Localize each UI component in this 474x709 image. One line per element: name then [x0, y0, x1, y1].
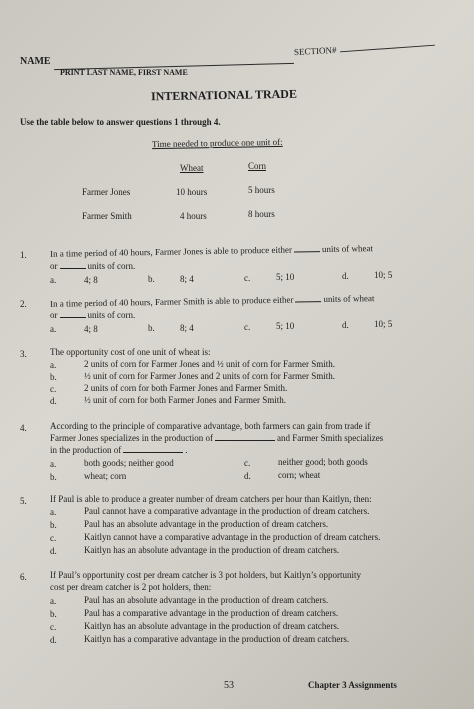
page-number: 53	[224, 680, 234, 691]
row-label-farmer-jones: Farmer Jones	[82, 187, 131, 197]
cell-smith-corn: 8 hours	[248, 209, 275, 219]
page-title: INTERNATIONAL TRADE	[150, 86, 298, 104]
option-text[interactable]: wheat; corn	[84, 471, 127, 481]
option-letter[interactable]: b.	[50, 472, 57, 482]
option-text[interactable]: neither good; both goods	[278, 457, 368, 467]
question-text-cont: or units of corn.	[50, 261, 136, 271]
cell-jones-corn: 5 hours	[248, 185, 275, 195]
question-text: If Paul’s opportunity cost per dream catcher is 3 pot holders, but Kaitlyn’s opportunity	[50, 570, 361, 580]
question-text: In a time period of 40 hours, Farmer Smith is able to produce either units of wheat	[49, 293, 375, 309]
option-text[interactable]: 2 units of corn for Farmer Jones and ½ unit of corn for Farmer Smith.	[84, 359, 335, 369]
option-text[interactable]: both goods; neither good	[84, 458, 174, 468]
name-label: NAME	[20, 56, 51, 67]
option-letter[interactable]: c.	[50, 533, 57, 543]
option-letter[interactable]: d.	[50, 546, 57, 556]
option-text[interactable]: 5; 10	[276, 272, 295, 282]
question-number: 5.	[20, 496, 27, 506]
option-text[interactable]: 4; 8	[84, 324, 98, 334]
option-text[interactable]: 10; 5	[374, 319, 393, 329]
chapter-footer: Chapter 3 Assignments	[308, 680, 397, 690]
option-text[interactable]: Paul has an absolute advantage in the production of dream catchers.	[84, 519, 329, 529]
question-text: The opportunity cost of one unit of wheat is:	[50, 347, 211, 357]
question-number: 3.	[20, 349, 27, 359]
option-text[interactable]: 5; 10	[276, 321, 295, 331]
section-label: SECTION#	[293, 44, 337, 58]
print-name-caption: PRINT LAST NAME, FIRST NAME	[60, 68, 188, 77]
option-letter[interactable]: c.	[244, 322, 251, 332]
option-text[interactable]: Kaitlyn has an absolute advantage in the production of dream catchers.	[84, 545, 340, 555]
question-text-cont: Farmer Jones specializes in the production of and Farmer Smith specializes	[50, 433, 384, 443]
option-text[interactable]: corn; wheat	[278, 470, 321, 480]
table-caption: Time needed to produce one unit of:	[151, 136, 283, 150]
option-letter[interactable]: a.	[50, 507, 57, 517]
question-text-cont: cost per dream catcher is 2 pot holders, then:	[50, 582, 212, 592]
option-text[interactable]: Paul cannot have a comparative advantage in the production of dream catchers.	[84, 506, 370, 516]
option-text[interactable]: 4; 8	[84, 275, 98, 285]
option-text[interactable]: Kaitlyn cannot have a comparative advantage in the production of dream catchers.	[84, 532, 381, 542]
option-letter[interactable]: a.	[50, 324, 57, 334]
option-letter[interactable]: a.	[50, 360, 57, 370]
question-text: According to the principle of comparative advantage, both farmers can gain from trade if	[50, 421, 371, 431]
option-letter[interactable]: b.	[148, 274, 155, 284]
option-letter[interactable]: d.	[342, 271, 349, 281]
question-text: If Paul is able to produce a greater number of dream catchers per hour than Kaitlyn, then:	[50, 494, 372, 504]
option-text[interactable]: 10; 5	[374, 270, 393, 280]
column-header-wheat: Wheat	[180, 163, 204, 173]
option-text[interactable]: Kaitlyn has an absolute advantage in the production of dream catchers.	[84, 621, 340, 631]
option-letter[interactable]: c.	[50, 622, 57, 632]
cell-smith-wheat: 4 hours	[180, 211, 207, 221]
option-letter[interactable]: d.	[342, 320, 349, 330]
column-header-corn: Corn	[248, 161, 266, 171]
option-letter[interactable]: c.	[244, 273, 251, 283]
option-text[interactable]: Kaitlyn has a comparative advantage in the production of dream catchers.	[84, 634, 350, 644]
option-text[interactable]: 8; 4	[180, 274, 194, 284]
option-letter[interactable]: b.	[50, 609, 57, 619]
option-text[interactable]: 2 units of corn for both Farmer Jones and Farmer Smith.	[84, 383, 288, 393]
question-number: 1.	[20, 250, 27, 260]
question-number: 6.	[20, 572, 27, 582]
row-label-farmer-smith: Farmer Smith	[82, 211, 132, 221]
option-text[interactable]: ½ unit of corn for Farmer Jones and 2 units of corn for Farmer Smith.	[84, 371, 335, 381]
option-text[interactable]: Paul has an absolute advantage in the production of dream catchers.	[84, 595, 329, 605]
question-number: 4.	[20, 423, 27, 433]
option-letter[interactable]: a.	[50, 275, 57, 285]
option-letter[interactable]: c.	[244, 458, 251, 468]
question-text-cont: in the production of .	[50, 445, 188, 455]
option-text[interactable]: ½ unit of corn for both Farmer Jones and Farmer Smith.	[84, 395, 286, 405]
question-text: In a time period of 40 hours, Farmer Jones is able to produce either units of wheat	[49, 243, 374, 259]
option-text[interactable]: 8; 4	[180, 323, 194, 333]
option-text[interactable]: Paul has a comparative advantage in the production of dream catchers.	[84, 608, 339, 618]
option-letter[interactable]: b.	[50, 372, 57, 382]
section-field-line	[340, 45, 435, 53]
cell-jones-wheat: 10 hours	[176, 187, 208, 197]
option-letter[interactable]: d.	[50, 635, 57, 645]
option-letter[interactable]: b.	[148, 323, 155, 333]
option-letter[interactable]: d.	[244, 471, 251, 481]
instructions: Use the table below to answer questions 1 through 4.	[20, 117, 221, 127]
question-text-cont: or units of corn.	[50, 310, 136, 320]
option-letter[interactable]: a.	[50, 596, 57, 606]
option-letter[interactable]: a.	[50, 459, 57, 469]
option-letter[interactable]: b.	[50, 520, 57, 530]
option-letter[interactable]: c.	[50, 384, 57, 394]
question-number: 2.	[20, 299, 27, 309]
option-letter[interactable]: d.	[50, 396, 57, 406]
